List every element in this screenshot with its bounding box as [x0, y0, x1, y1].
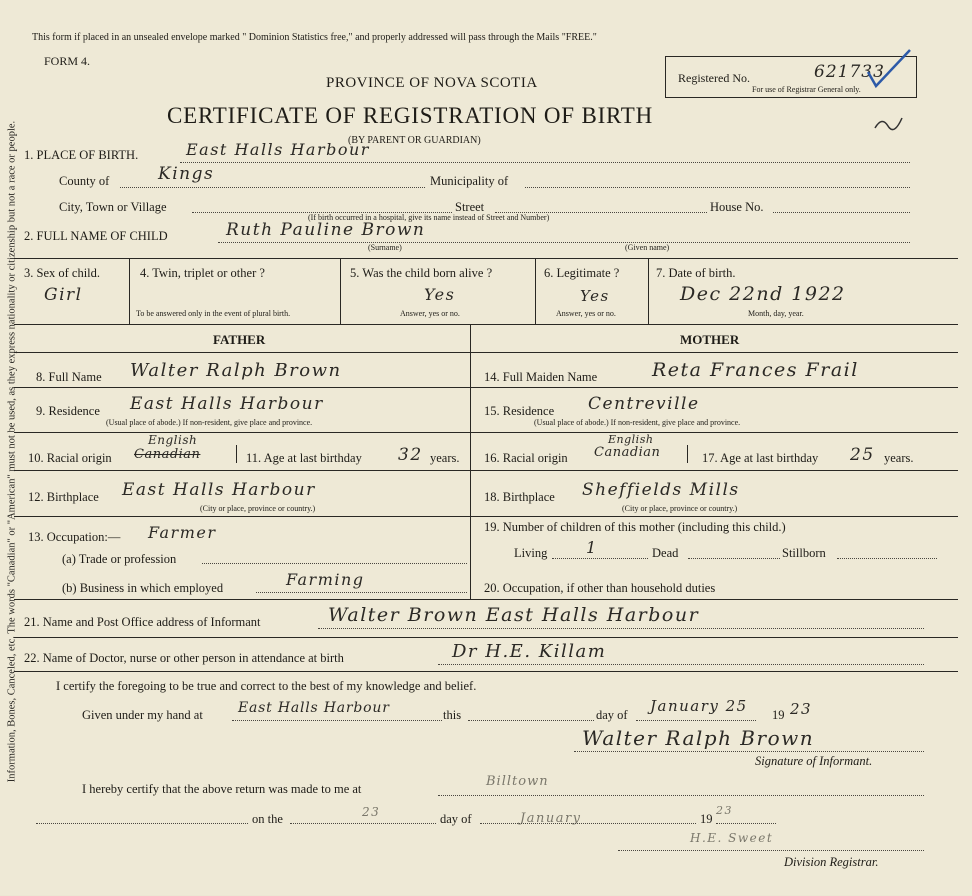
house-number-label: House No.	[710, 200, 764, 214]
form-number: FORM 4.	[44, 54, 91, 68]
county-label: County of	[59, 174, 110, 188]
date-of-birth-value: Dec 22nd 1922	[680, 283, 846, 305]
doctor-value: Dr H.E. Killam	[452, 641, 607, 662]
business-value: Farming	[286, 570, 365, 589]
city-label: City, Town or Village	[59, 200, 167, 214]
registrar-certify: I hereby certify that the above return was made to me at	[82, 782, 362, 796]
born-alive-note: Answer, yes or no.	[400, 309, 460, 318]
born-alive-value: Yes	[424, 285, 456, 304]
father-racial-struck: Canadian	[134, 447, 201, 462]
mother-residence-value: Centreville	[588, 394, 700, 414]
registrar-month: January	[520, 811, 582, 826]
plural-birth-label: 4. Twin, triplet or other ?	[140, 266, 265, 280]
mother-racial-label: 16. Racial origin	[484, 451, 568, 465]
given-place-value: East Halls Harbour	[238, 700, 390, 716]
living-label: Living	[514, 546, 548, 560]
mother-residence-label: 15. Residence	[484, 404, 555, 418]
day-of-label: day of	[596, 708, 628, 722]
mother-racial-value: Canadian	[594, 445, 661, 460]
father-birthplace-value: East Halls Harbour	[122, 480, 316, 500]
given-under-hand-label: Given under my hand at	[82, 708, 203, 722]
certificate-subtitle: (BY PARENT OR GUARDIAN)	[348, 135, 481, 146]
informant-signature: Walter Ralph Brown	[582, 726, 815, 750]
surname-note: (Surname)	[368, 243, 402, 252]
place-of-birth-label: 1. PLACE OF BIRTH.	[24, 148, 139, 162]
mother-residence-note: (Usual place of abode.) If non-resident, give place and province.	[534, 418, 741, 427]
father-residence-note: (Usual place of abode.) If non-resident, give place and province.	[106, 418, 313, 427]
plural-birth-note: To be answered only in the event of plural birth.	[136, 309, 291, 318]
father-occupation-value: Farmer	[148, 523, 217, 542]
living-value: 1	[586, 538, 598, 557]
father-residence-value: East Halls Harbour	[130, 394, 324, 414]
registrar-year: 23	[716, 804, 733, 817]
mother-birthplace-value: Sheffields Mills	[582, 480, 740, 500]
registrar-year-prefix: 19	[700, 812, 713, 826]
doctor-label: 22. Name of Doctor, nurse or other person in attendance at birth	[24, 651, 344, 665]
business-label: (b) Business in which employed	[62, 581, 224, 595]
informant-value: Walter Brown East Halls Harbour	[328, 604, 700, 626]
on-the-label: on the	[252, 812, 283, 826]
father-years-label: years.	[430, 451, 460, 465]
mother-birthplace-note: (City or place, province or country.)	[622, 504, 738, 513]
given-year-value: 23	[790, 700, 813, 718]
mother-occupation-label: 20. Occupation, if other than household duties	[484, 581, 716, 595]
county-value: Kings	[158, 164, 215, 184]
this-label: this	[443, 708, 462, 722]
registrar-day-of-label: day of	[440, 812, 472, 826]
father-age-value: 32	[398, 445, 423, 465]
place-of-birth-value: East Halls Harbour	[186, 140, 370, 159]
father-occupation-label: 13. Occupation:—	[28, 530, 121, 544]
checkmark-icon	[864, 46, 916, 92]
born-alive-label: 5. Was the child born alive ?	[350, 266, 493, 280]
mother-heading: MOTHER	[680, 332, 740, 347]
sex-value: Girl	[44, 285, 83, 305]
mother-racial-over: English	[608, 433, 654, 446]
father-racial-value: English	[148, 433, 198, 447]
given-name-note: (Given name)	[625, 243, 670, 252]
stillborn-label: Stillborn	[782, 546, 826, 560]
child-name-label: 2. FULL NAME OF CHILD	[24, 229, 168, 243]
certificate-title: CERTIFICATE OF REGISTRATION OF BIRTH	[167, 103, 654, 128]
registered-note: For use of Registrar General only.	[752, 85, 861, 94]
legitimate-label: 6. Legitimate ?	[544, 266, 620, 280]
father-racial-label: 10. Racial origin	[28, 451, 112, 465]
informant-label: 21. Name and Post Office address of Informant	[24, 615, 261, 629]
mother-name-label: 14. Full Maiden Name	[484, 370, 598, 384]
registrar-day: 23	[362, 805, 381, 819]
legitimate-note: Answer, yes or no.	[556, 309, 616, 318]
mother-age-label: 17. Age at last birthday	[702, 451, 819, 465]
sex-label: 3. Sex of child.	[24, 266, 101, 280]
street-label: Street	[455, 200, 485, 214]
registrar-signature: H.E. Sweet	[690, 831, 774, 845]
trade-profession-label: (a) Trade or profession	[62, 552, 177, 566]
mother-age-value: 25	[850, 445, 875, 465]
date-of-birth-note: Month, day, year.	[748, 309, 804, 318]
registered-number: 621733	[814, 62, 885, 82]
hospital-note: (If birth occurred in a hospital, give its name instead of Street and Number)	[308, 213, 550, 222]
children-count-label: 19. Number of children of this mother (including this child.)	[484, 520, 786, 534]
father-name-value: Walter Ralph Brown	[130, 360, 342, 381]
given-year-prefix: 19	[772, 708, 785, 722]
father-heading: FATHER	[213, 332, 266, 347]
father-age-label: 11. Age at last birthday	[246, 451, 362, 465]
father-birthplace-label: 12. Birthplace	[28, 490, 99, 504]
mother-years-label: years.	[884, 451, 914, 465]
father-name-label: 8. Full Name	[36, 370, 102, 384]
given-date-value: January 25	[650, 697, 748, 715]
legitimate-value: Yes	[580, 287, 610, 305]
province-heading: PROVINCE OF NOVA SCOTIA	[326, 75, 538, 91]
sidebar-notice: Information, Bones, Canceled, etc. The words "Canadian" or "American" must not be used, as they express nationality or citizenship but not a race or people.	[6, 120, 18, 783]
registrar-place: Billtown	[486, 774, 549, 789]
date-of-birth-label: 7. Date of birth.	[656, 266, 736, 280]
pencil-mark-icon	[872, 112, 906, 136]
signature-of-informant-label: Signature of Informant.	[755, 754, 873, 768]
division-registrar-label: Division Registrar.	[784, 855, 879, 869]
municipality-label: Municipality of	[430, 174, 509, 188]
mother-name-value: Reta Frances Frail	[652, 359, 859, 381]
certify-statement: I certify the foregoing to be true and correct to the best of my knowledge and belief.	[56, 679, 477, 693]
mail-notice: This form if placed in an unsealed envelope marked " Dominion Statistics free," and properly addressed will pass through the Mails "FREE."	[32, 32, 597, 43]
father-birthplace-note: (City or place, province or country.)	[200, 504, 316, 513]
child-name-value: Ruth Pauline Brown	[226, 220, 426, 240]
dead-label: Dead	[652, 546, 679, 560]
father-residence-label: 9. Residence	[36, 404, 100, 418]
registered-label: Registered No.	[678, 71, 750, 85]
mother-birthplace-label: 18. Birthplace	[484, 490, 555, 504]
